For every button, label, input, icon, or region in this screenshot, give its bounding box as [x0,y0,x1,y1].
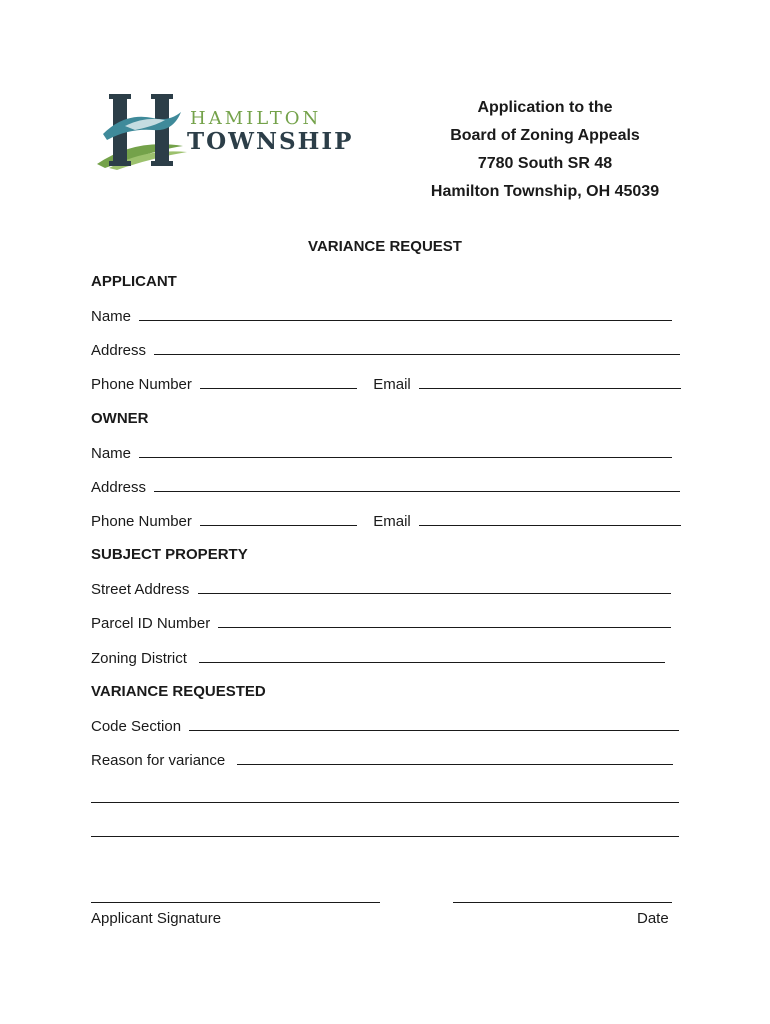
owner-name-row [91,443,672,464]
property-zoning-field[interactable] [199,648,665,663]
section-heading-applicant: APPLICANT [91,273,177,290]
applicant-address-label: Address [91,342,147,359]
owner-email-field[interactable] [419,511,681,526]
applicant-signature-label: Applicant Signature [91,910,222,927]
applicant-name-row [91,306,672,327]
owner-phone-label: Phone Number [91,513,192,530]
variance-reason-label: Reason for variance [91,752,226,769]
property-street-field[interactable] [198,579,671,594]
logo-text-township: TOWNSHIP [187,128,354,155]
date-field[interactable] [453,902,672,903]
applicant-name-field[interactable] [139,306,672,321]
owner-email-label: Email [373,513,411,530]
applicant-phone-field[interactable] [200,374,357,389]
applicant-contact-row [91,374,681,395]
owner-address-row [91,477,680,498]
applicant-signature-field[interactable] [91,902,380,903]
owner-address-field[interactable] [154,477,680,492]
property-zoning-row [91,648,665,669]
header-line-4: Hamilton Township, OH 45039 [430,183,660,200]
property-street-row [91,579,671,600]
hamilton-township-logo [95,90,370,172]
section-heading-owner: OWNER [91,410,149,427]
form-header [400,94,690,206]
applicant-email-label: Email [373,376,411,393]
section-heading-subject-property: SUBJECT PROPERTY [91,546,248,563]
variance-reason-line-2[interactable] [91,802,679,803]
section-heading-variance-requested: VARIANCE REQUESTED [91,683,266,700]
applicant-name-label: Name [91,308,132,325]
owner-address-label: Address [91,479,147,496]
owner-phone-field[interactable] [200,511,357,526]
variance-code-label: Code Section [91,718,182,735]
applicant-email-field[interactable] [419,374,681,389]
property-street-label: Street Address [91,581,190,598]
variance-reason-line-3[interactable] [91,836,679,837]
variance-reason-field[interactable] [237,750,673,765]
property-parcel-field[interactable] [218,613,671,628]
applicant-address-row [91,340,680,361]
header-line-3: 7780 South SR 48 [477,155,613,172]
date-label: Date [637,910,669,927]
header-line-1: Application to the [477,99,613,116]
variance-code-field[interactable] [189,716,679,731]
logo-text-hamilton: HAMILTON [190,108,322,129]
applicant-address-field[interactable] [154,340,680,355]
owner-name-label: Name [91,445,132,462]
owner-contact-row [91,511,681,532]
header-line-2: Board of Zoning Appeals [450,127,640,144]
property-parcel-label: Parcel ID Number [91,615,211,632]
owner-name-field[interactable] [139,443,672,458]
property-zoning-label: Zoning District [91,650,187,667]
variance-reason-row [91,750,673,771]
property-parcel-row [91,613,671,634]
document-title: VARIANCE REQUEST [308,238,462,255]
applicant-phone-label: Phone Number [91,376,192,393]
variance-code-row [91,716,679,737]
